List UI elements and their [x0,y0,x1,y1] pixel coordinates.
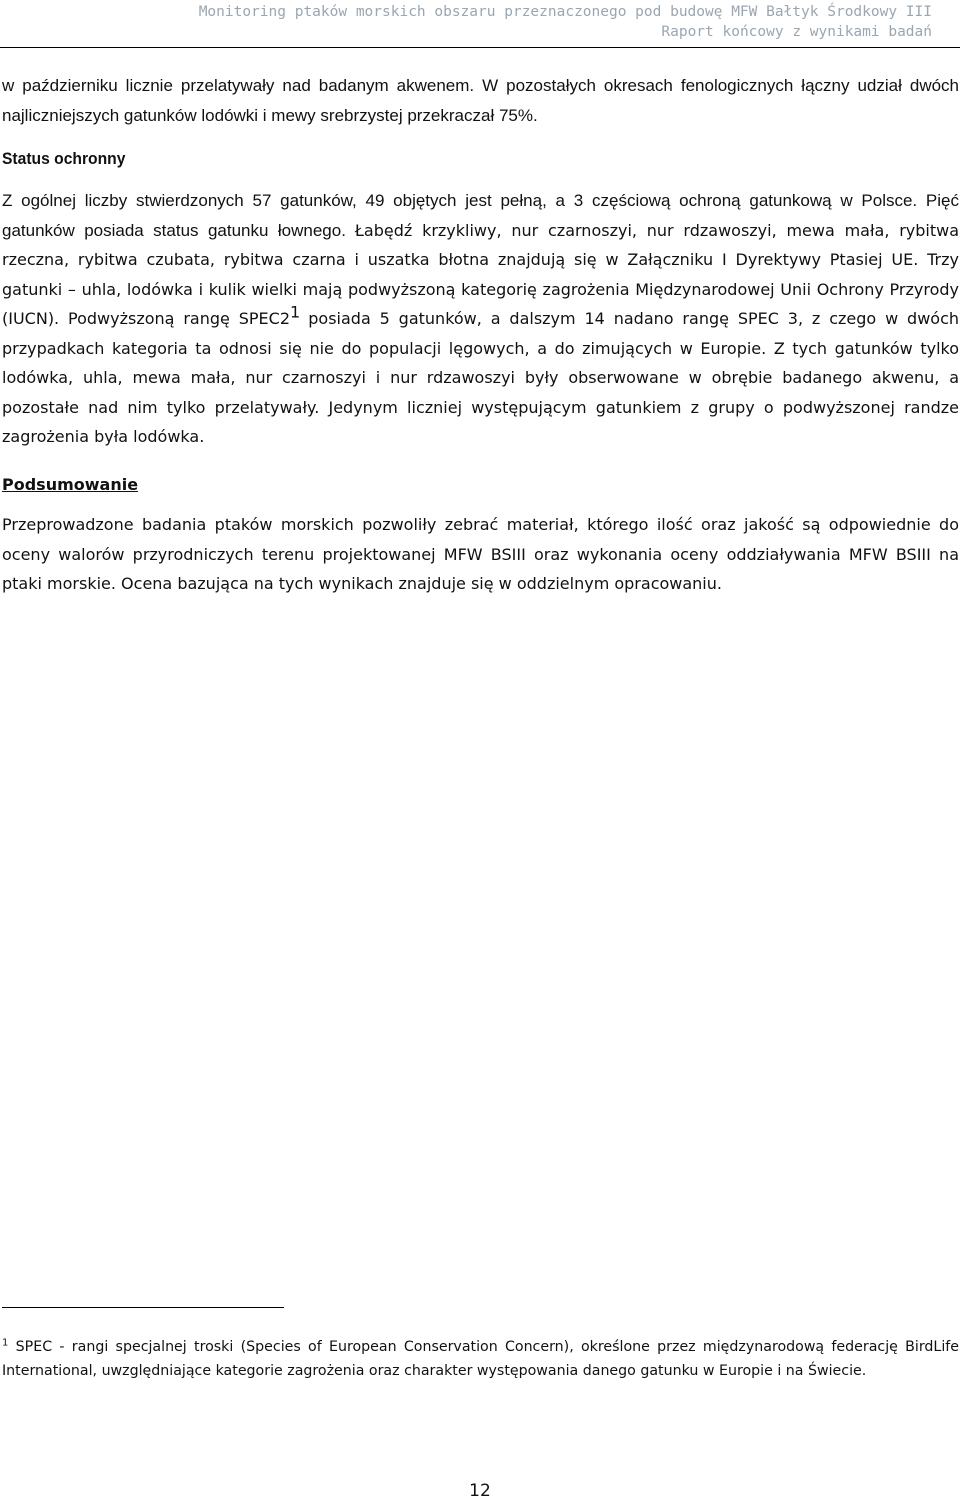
footnote [2,1335,959,1383]
header-divider [0,47,960,48]
status-text-part3: posiada 5 gatunków, a dalszym 14 nadano rangę SPEC 3, z czego w dwóch przypadkach kategoria ta odnosi się nie do populacji lęgowych, a do zimujących w Europie. Z tych gatunków tylko lodówka, uhla, mewa mała, nur czarnoszyi i nur rdzawoszyi były obserwowane w obrębie badanego akwenu, a pozostałe nad nim tylko przelatywały. Jedynym liczniej występującym gatunkiem z grupy o podwyższonej randze zagrożenia była lodówka. [2,309,960,446]
header-title: Monitoring ptaków morskich obszaru przeznaczonego pod budowę MFW Bałtyk Środkowy III [198,4,932,20]
status-text-part2: Łabędź krzykliwy, nur czarnoszyi, nur rdzawoszyi, mewa mała, rybitwa rzeczna, rybitwa czubata, rybitwa czarna i uszatka błotna znajdują się w Załączniku I Dyrektywy Ptasiej UE. Trzy gatunki – uhla, lodówka i kulik wielki mają podwyższoną kategorię zagrożenia Międzynarodowej Unii Ochrony Przyrody (IUCN). Podwyższoną rangę SPEC2 [2,220,960,328]
page-number: 12 [469,1481,491,1501]
summary-paragraph: Przeprowadzone badania ptaków morskich pozwoliły zebrać materiał, którego ilość oraz jakość są odpowiednie do oceny walorów przyrodniczych terenu projektowanej MFW BSIII oraz wykonania oceny oddziaływania MFW BSIII na ptaki morskie. Ocena bazująca na tych wynikach znajduje się w oddzielnym opracowaniu. [2,515,959,593]
running-header [172,2,932,42]
footnote-number: 1 [2,1337,9,1349]
section-heading-status: Status ochronny [2,149,126,168]
section-heading-summary: Podsumowanie [2,475,139,494]
intro-paragraph: w październiku licznie przelatywały nad badanym akwenem. W pozostałych okresach fenologicznych łączny udział dwóch najliczniejszych gatunków lodówki i mewy srebrzystej przekraczał 75%. [2,76,959,125]
status-paragraph [2,186,959,452]
footnote-text: SPEC - rangi specjalnej troski (Species of European Conservation Concern), określone przez międzynarodową federację BirdLife International, uwzględniające kategorie zagrożenia oraz charakter występowania danego gatunku w Europie i na Świecie. [2,1339,959,1379]
header-subtitle: Raport końcowy z wynikami badań [661,24,932,40]
status-text-part1: Z ogólnej liczby stwierdzonych 57 gatunków, 49 objętych jest pełną, a 3 częściową ochroną gatunkową w Polsce. Pięć gatunków posiada status gatunku łownego. [2,191,959,240]
footnote-divider [2,1307,284,1308]
footnote-reference[interactable]: 1 [290,302,301,322]
